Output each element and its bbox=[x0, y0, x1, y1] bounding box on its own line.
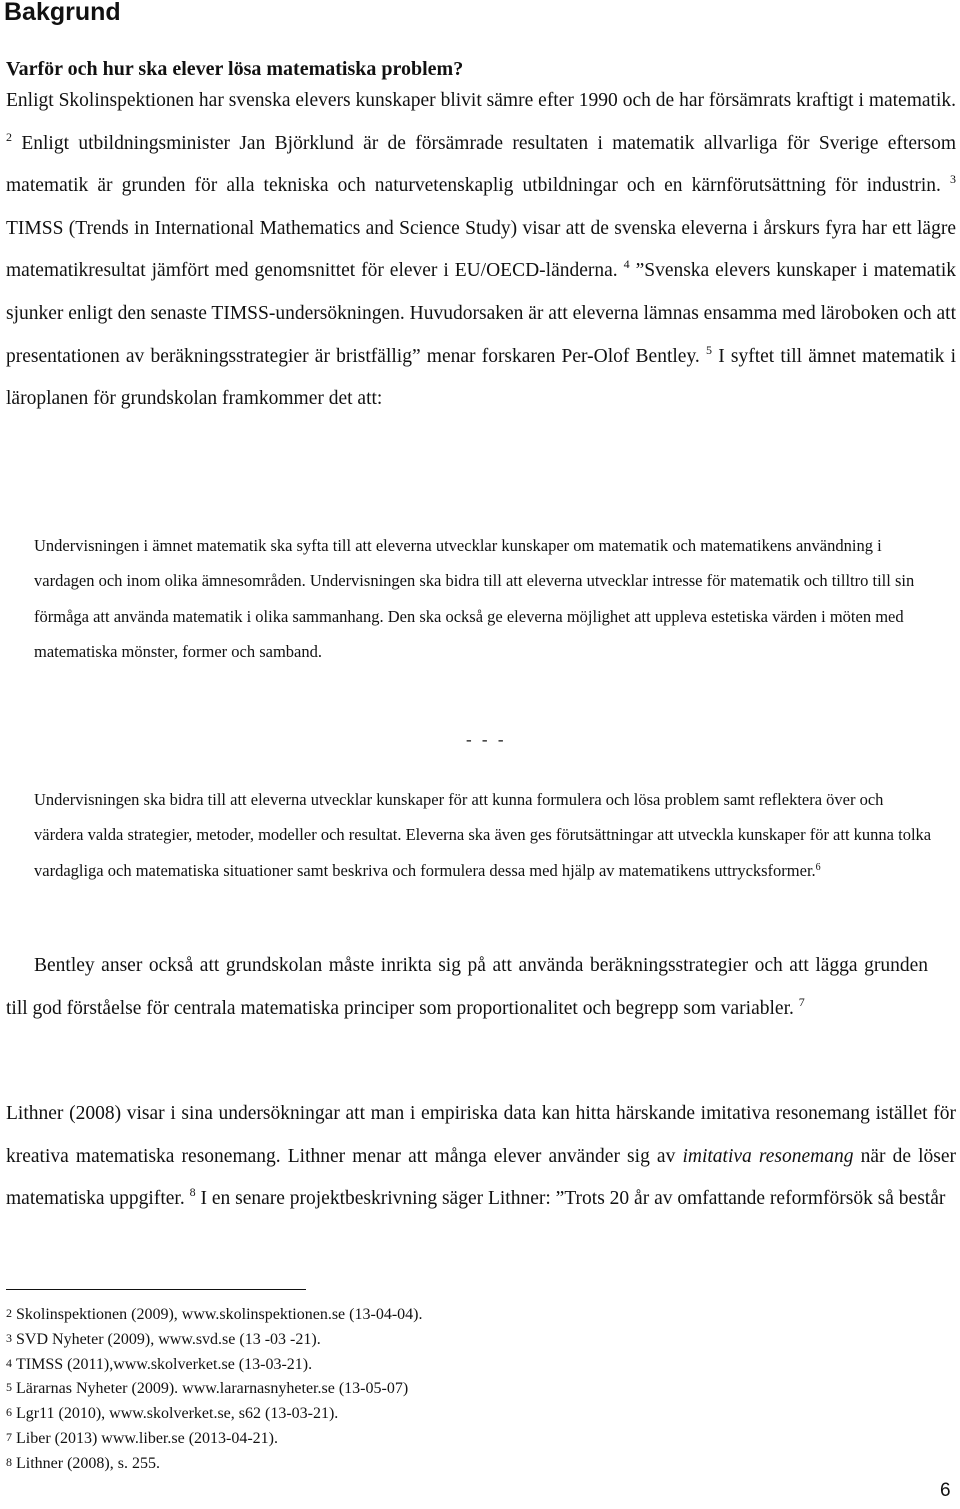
footnote-item bbox=[6, 1426, 422, 1451]
paragraph-text: Enligt utbildningsminister Jan Björklund är de försämrade resultaten i matematik allvarliga för Sverige eftersom matematik är grunden för alla tekniska och naturvetenskaplig utbildningar och en kärnförutsättning för industrin. bbox=[6, 132, 956, 197]
footnote-number: 3 bbox=[6, 1330, 12, 1345]
page-number: 6 bbox=[940, 1480, 951, 1501]
body-paragraph-3 bbox=[6, 1093, 956, 1221]
footnote-item bbox=[6, 1327, 422, 1352]
footnote-number: 4 bbox=[6, 1355, 12, 1370]
footnote-text: Lgr11 (2010), www.skolverket.se, s62 (13-03-21). bbox=[16, 1405, 339, 1423]
footnote-ref: 3 bbox=[950, 172, 956, 187]
footnote-ref: 7 bbox=[798, 994, 805, 1009]
section-subheading: Varför och hur ska elever lösa matematiska problem? bbox=[6, 58, 464, 80]
footnote-text: Liber (2013) www.liber.se (2013-04-21). bbox=[16, 1429, 279, 1447]
footnote-item bbox=[6, 1352, 422, 1377]
footnote-text: Lithner (2008), s. 255. bbox=[16, 1454, 160, 1472]
footnote-number: 5 bbox=[6, 1380, 12, 1395]
footnote-number: 2 bbox=[6, 1306, 12, 1320]
footnote-ref: 8 bbox=[189, 1185, 196, 1200]
footnote-item bbox=[6, 1376, 422, 1401]
footnote-text: TIMSS (2011),www.skolverket.se (13-03-21). bbox=[16, 1355, 313, 1373]
footnote-number: 8 bbox=[6, 1454, 12, 1469]
paragraph-text: I en senare projektbeskrivning säger Lithner: ”Trots 20 år av omfattande reformförsök så består bbox=[200, 1188, 946, 1210]
paragraph-text: TIMSS (Trends in International Mathematics and Science Study) visar att de svenska eleverna i årskurs fyra har ett lägre matematikresultat jämfört med genomsnittet för elever i EU/OECD-länderna. bbox=[6, 217, 956, 282]
curriculum-quote-2 bbox=[34, 782, 934, 888]
paragraph-text: Bentley anser också att grundskolan måste inrikta sig på att använda beräkningsstrategier och att lägga grunden till god förståelse för centrala matematiska principer som proportionalitet och begrepp som variabler. bbox=[6, 955, 928, 1019]
footnote-text: Lärarnas Nyheter (2009). www.lararnasnyheter.se (13-05-07) bbox=[16, 1380, 409, 1398]
paragraph-text: Lithner (2008) visar i sina undersökningar att man i empiriska data kan hitta härskande imitativa resonemang istället för kreativa matematiska resonemang. Lithner menar att många elever använder sig av bbox=[6, 1103, 956, 1167]
footnote-item bbox=[6, 1401, 422, 1426]
footnote-text: Skolinspektionen (2009), www.skolinspektionen.se (13-04-04). bbox=[16, 1306, 423, 1323]
footnote-ref: 6 bbox=[815, 861, 821, 873]
body-paragraph-2 bbox=[6, 945, 928, 1030]
footnote-ref: 2 bbox=[6, 129, 12, 144]
footnote-item bbox=[6, 1451, 422, 1476]
footnote-ref: 5 bbox=[706, 342, 713, 357]
paragraph-text: Enligt Skolinspektionen har svenska elevers kunskaper blivit sämre efter 1990 och de har försämrats kraftigt i matematik. bbox=[6, 90, 956, 111]
body-paragraph-1 bbox=[6, 80, 956, 421]
footnote-divider bbox=[6, 1289, 306, 1290]
paragraph-text: när de löser matematiska uppgifter. bbox=[6, 1145, 956, 1210]
page-heading: Bakgrund bbox=[4, 0, 121, 26]
separator: - - - bbox=[466, 730, 507, 749]
footnote-list bbox=[6, 1302, 422, 1476]
quote-text: Undervisningen ska bidra till att eleverna utvecklar kunskaper för att kunna formulera och lösa problem samt reflektera över och värdera valda strategier, metoder, modeller och resultat. Eleverna ska även ges förutsättningar att utveckla kunskaper för att kunna tolka vardagliga och matematiska situationer samt beskriva och formulera dessa med hjälp av matematikens uttrycksformer. bbox=[34, 790, 932, 880]
footnote-text: SVD Nyheter (2009), www.svd.se (13 -03 -21). bbox=[16, 1330, 321, 1348]
paragraph-text: I syftet till ämnet matematik i läroplanen för grundskolan framkommer det att: bbox=[6, 345, 957, 410]
footnote-number: 6 bbox=[6, 1405, 12, 1420]
emphasized-term: imitativa resonemang bbox=[682, 1145, 854, 1167]
footnote-item bbox=[6, 1302, 422, 1327]
footnote-ref: 4 bbox=[623, 257, 630, 272]
footnote-number: 7 bbox=[6, 1429, 12, 1444]
curriculum-quote-1: Undervisningen i ämnet matematik ska syfta till att eleverna utvecklar kunskaper om matematik och matematikens användning i vardagen och inom olika ämnesområden. Undervisningen ska bidra till att eleverna utvecklar intresse för matematik och tilltro till sin förmåga att använda matematik i olika sammanhang. Den ska också ge eleverna möjlighet att uppleva estetiska värden i möten med matematiska mönster, former och samband. bbox=[34, 536, 915, 662]
paragraph-text: ”Svenska elevers kunskaper i matematik sjunker enligt den senaste TIMSS-undersökningen. Huvudorsaken är att eleverna lämnas ensamma med läroboken och att presentationen av beräkningsstrategier är bristfällig” menar forskaren Per-Olof Bentley. bbox=[6, 260, 957, 367]
